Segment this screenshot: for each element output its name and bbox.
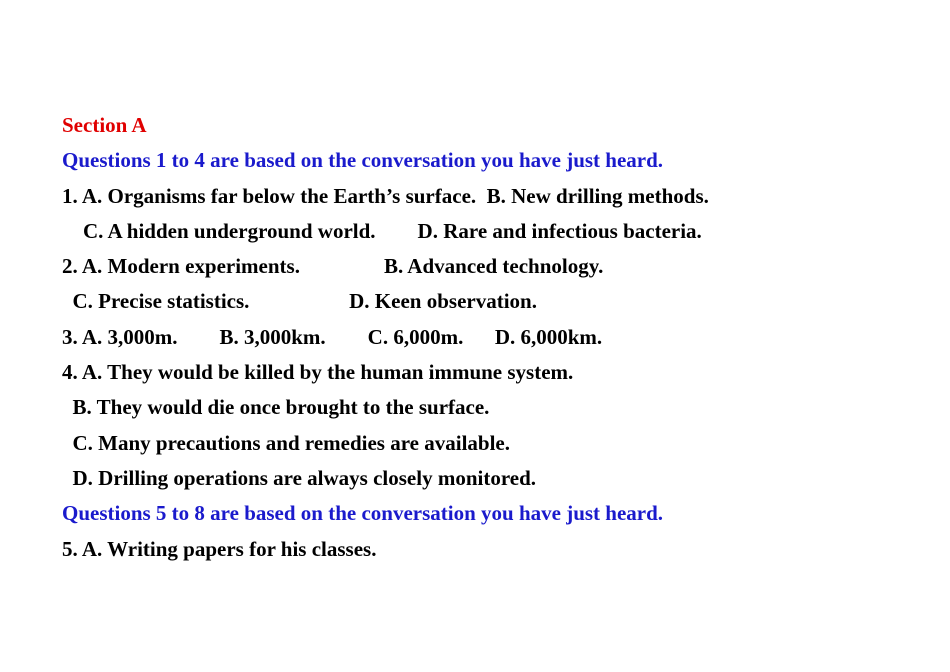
question-3 xyxy=(62,320,942,355)
question-line: 5. A. Writing papers for his classes. xyxy=(62,536,377,561)
question-1 xyxy=(62,179,942,250)
question-line: D. Drilling operations are always closely monitored. xyxy=(62,465,537,490)
question-line: 3. A. 3,000m. B. 3,000km. C. 6,000m. D. 6,000km. xyxy=(62,324,603,349)
question-line: C. A hidden underground world. D. Rare and infectious bacteria. xyxy=(62,218,702,243)
question-2 xyxy=(62,249,942,320)
question-line: 2. A. Modern experiments. B. Advanced technology. xyxy=(62,254,604,279)
instruction-q1-4: Questions 1 to 4 are based on the conversation you have just heard. xyxy=(62,148,664,173)
question-line: 1. A. Organisms far below the Earth’s surface. B. New drilling methods. xyxy=(62,183,709,208)
document-body xyxy=(62,108,942,567)
instruction-q5-8: Questions 5 to 8 are based on the conversation you have just heard. xyxy=(62,501,664,526)
section-title: Section A xyxy=(62,113,147,137)
question-line: C. Many precautions and remedies are available. xyxy=(62,430,510,455)
question-line: C. Precise statistics. D. Keen observation. xyxy=(62,289,537,314)
question-line: 4. A. They would be killed by the human immune system. xyxy=(62,360,574,385)
question-4 xyxy=(62,355,942,496)
question-line: B. They would die once brought to the surface. xyxy=(62,395,490,420)
question-5 xyxy=(62,532,942,567)
